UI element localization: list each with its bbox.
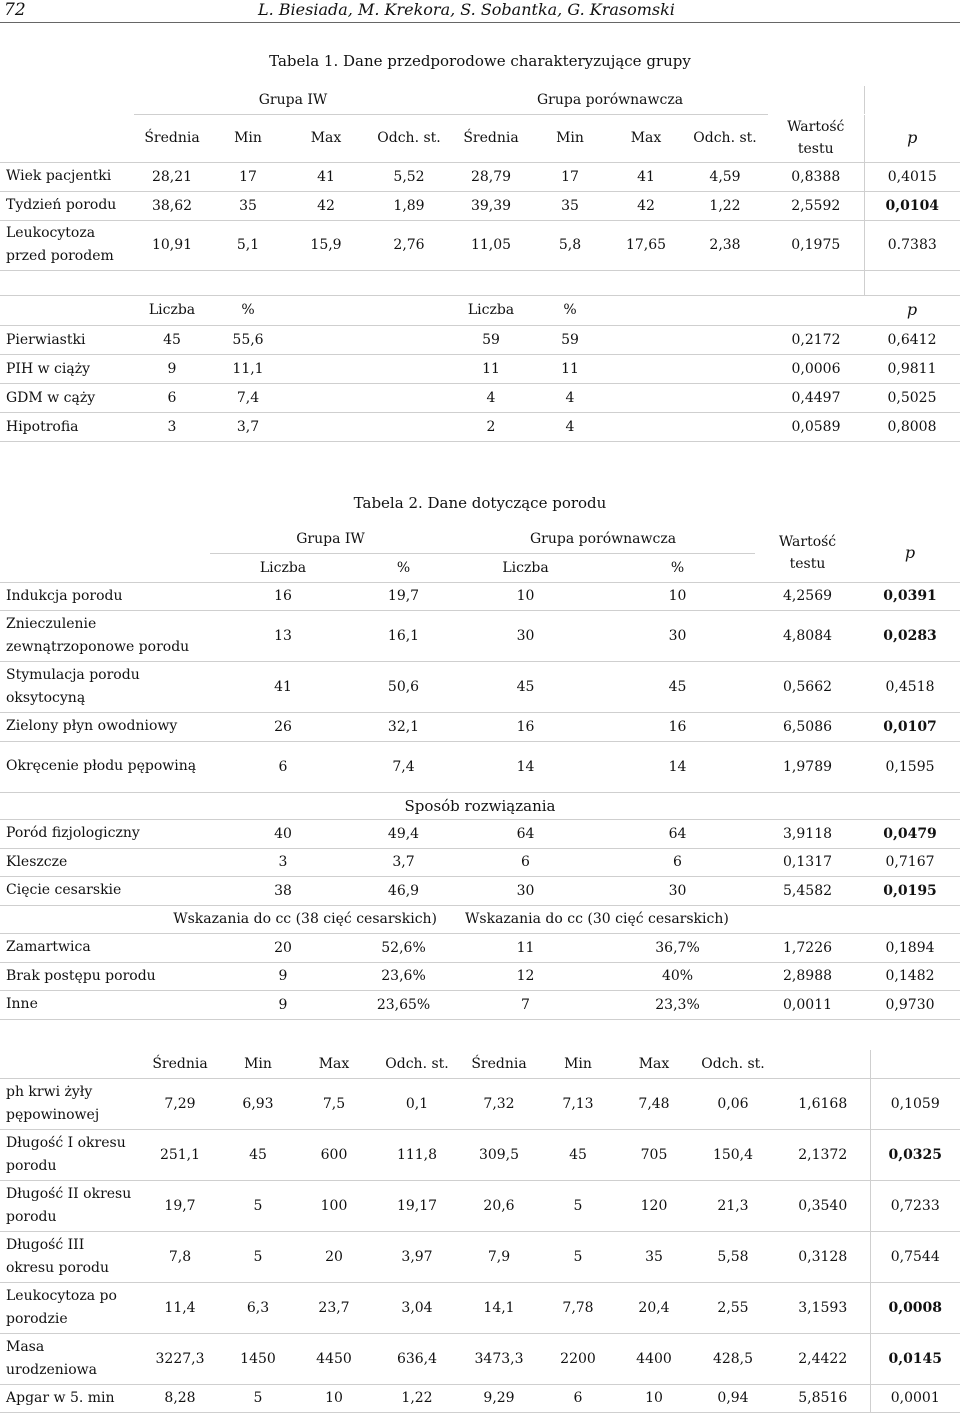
cell: 16 [451, 712, 600, 741]
cell: 0,3128 [776, 1231, 870, 1282]
cell: 2200 [538, 1333, 618, 1384]
p-value: 0,0008 [870, 1282, 960, 1333]
cell: 50,6 [356, 661, 451, 712]
p-value: 0,0145 [870, 1333, 960, 1384]
cell: 5,52 [366, 162, 452, 191]
row-label: Masa urodzeniowa [0, 1333, 138, 1384]
col-header: Max [618, 1050, 690, 1078]
table-row [0, 1384, 960, 1412]
row-label: Poród fizjologiczny [0, 819, 210, 848]
cell: 251,1 [138, 1129, 222, 1180]
table-row [0, 962, 960, 990]
cell: 28,79 [452, 162, 530, 191]
col-header: Średnia [460, 1050, 538, 1078]
cell: 7,4 [356, 741, 451, 792]
cell: 26 [210, 712, 356, 741]
cell: 6 [210, 741, 356, 792]
col-header: Max [610, 114, 682, 162]
table-row [0, 1333, 960, 1384]
cell: 5,1 [210, 220, 286, 270]
table-row [0, 582, 960, 610]
cell: 35 [618, 1231, 690, 1282]
cell: 9 [210, 990, 356, 1019]
p-value: 0,7233 [870, 1180, 960, 1231]
cell: 120 [618, 1180, 690, 1231]
cell: 0,94 [690, 1384, 776, 1412]
cell: 7,13 [538, 1078, 618, 1129]
cell: 30 [451, 876, 600, 905]
p-value: 0,0001 [870, 1384, 960, 1412]
cell: 2 [452, 413, 530, 442]
cell: 4,2569 [755, 582, 860, 610]
table-row [0, 384, 960, 413]
row-label: Hipotrofia [0, 413, 134, 442]
p-value: 0,9730 [860, 990, 960, 1019]
cell: 17 [530, 162, 610, 191]
p-value: 0,0104 [864, 191, 960, 220]
col-header: % [210, 296, 286, 326]
cell: 12 [451, 962, 600, 990]
row-label: Cięcie cesarskie [0, 876, 210, 905]
table1 [0, 86, 960, 442]
cell: 19,17 [374, 1180, 460, 1231]
row-label: Indukcja porodu [0, 582, 210, 610]
cell: 6 [538, 1384, 618, 1412]
cell: 0,4497 [768, 384, 864, 413]
table-row [0, 712, 960, 741]
cell: 41 [210, 661, 356, 712]
cell: 45 [600, 661, 755, 712]
cell: 6 [600, 848, 755, 876]
row-label: Tydzień porodu [0, 191, 134, 220]
cell: 7,32 [460, 1078, 538, 1129]
cell: 3473,3 [460, 1333, 538, 1384]
cell: 5 [538, 1231, 618, 1282]
cell: 0,3540 [776, 1180, 870, 1231]
table1-counts [0, 296, 960, 443]
p-value: 0,1595 [860, 741, 960, 792]
cell: 2,5592 [768, 191, 864, 220]
row-label: PIH w ciąży [0, 355, 134, 384]
cell: 3,04 [374, 1282, 460, 1333]
p-value: 0,0195 [860, 876, 960, 905]
cell: 2,76 [366, 220, 452, 270]
cell: 9 [134, 355, 210, 384]
col-header: Min [222, 1050, 294, 1078]
cell: 2,1372 [776, 1129, 870, 1180]
table-row [0, 326, 960, 355]
cell: 5,8516 [776, 1384, 870, 1412]
page-number: 72 [4, 0, 26, 20]
cell: 6 [134, 384, 210, 413]
cell: 23,3% [600, 990, 755, 1019]
cell: 1450 [222, 1333, 294, 1384]
table1-stats [0, 86, 960, 296]
cell: 28,21 [134, 162, 210, 191]
p-value: 0,1059 [870, 1078, 960, 1129]
cell: 111,8 [374, 1129, 460, 1180]
cell: 8,28 [138, 1384, 222, 1412]
cell: 64 [451, 819, 600, 848]
cell: 23,7 [294, 1282, 374, 1333]
cell: 1,22 [374, 1384, 460, 1412]
table-row [0, 1231, 960, 1282]
running-authors: L. Biesiada, M. Krekora, S. Sobantka, G. Krasomski [258, 0, 675, 19]
cell: 46,9 [356, 876, 451, 905]
cell: 35 [530, 191, 610, 220]
cell: 1,9789 [755, 741, 860, 792]
p-value: 0,7167 [860, 848, 960, 876]
cell: 7,48 [618, 1078, 690, 1129]
p-value: 0,0479 [860, 819, 960, 848]
cell: 4 [452, 384, 530, 413]
cell: 40% [600, 962, 755, 990]
cell: 4450 [294, 1333, 374, 1384]
cell: 38 [210, 876, 356, 905]
p-value: 0,1894 [860, 933, 960, 962]
cell: 41 [610, 162, 682, 191]
cell: 16 [210, 582, 356, 610]
cell: 2,4422 [776, 1333, 870, 1384]
cell: 42 [286, 191, 366, 220]
cell: 16 [600, 712, 755, 741]
col-header: Min [210, 114, 286, 162]
cell: 14,1 [460, 1282, 538, 1333]
page-header [0, 0, 960, 23]
cell: 2,55 [690, 1282, 776, 1333]
cell: 10 [294, 1384, 374, 1412]
table-row [0, 661, 960, 712]
table2-counts [0, 525, 960, 1020]
cell: 23,65% [356, 990, 451, 1019]
cell: 7,8 [138, 1231, 222, 1282]
table-row [0, 819, 960, 848]
cell: 4,8084 [755, 610, 860, 661]
section-title: Sposób rozwiązania [0, 792, 960, 819]
indication-comp-header: Wskazania do cc (30 cięć cesarskich) [451, 905, 755, 933]
table1-caption: Tabela 1. Dane przedporodowe charakteryzujące grupy [269, 52, 691, 70]
cell: 41 [286, 162, 366, 191]
cell: 10 [451, 582, 600, 610]
table-row [0, 1078, 960, 1129]
cell: 10 [600, 582, 755, 610]
table-row [0, 1282, 960, 1333]
table2 [0, 525, 960, 1020]
p-value: 0,0325 [870, 1129, 960, 1180]
table-row [0, 220, 960, 270]
table1-group-comp: Grupa porównawcza [452, 86, 768, 114]
table2-stats-region [0, 1050, 960, 1413]
row-label: Zielony płyn owodniowy [0, 712, 210, 741]
col-header: Min [538, 1050, 618, 1078]
p-value: 0,1482 [860, 962, 960, 990]
cell: 11,05 [452, 220, 530, 270]
cell: 705 [618, 1129, 690, 1180]
cell: 6,5086 [755, 712, 860, 741]
col-header: Odch. st. [366, 114, 452, 162]
cell: 428,5 [690, 1333, 776, 1384]
col-header-test-value: Wartość testu [755, 525, 860, 582]
col-header: Średnia [138, 1050, 222, 1078]
table-row [0, 848, 960, 876]
cell: 20 [210, 933, 356, 962]
row-label: Okręcenie płodu pępowiną [0, 741, 210, 792]
row-label: Stymulacja porodu oksytocyną [0, 661, 210, 712]
table-row [0, 1129, 960, 1180]
col-header: Max [294, 1050, 374, 1078]
cell: 4 [530, 413, 610, 442]
cell: 5,8 [530, 220, 610, 270]
table-row [0, 876, 960, 905]
cell: 11 [452, 355, 530, 384]
cell: 20 [294, 1231, 374, 1282]
col-header: Średnia [134, 114, 210, 162]
cell: 3 [134, 413, 210, 442]
cell: 30 [600, 876, 755, 905]
cell: 20,4 [618, 1282, 690, 1333]
cell: 3,7 [356, 848, 451, 876]
cell: 5 [222, 1231, 294, 1282]
row-label: Znieczulenie zewnątrzoponowe porodu [0, 610, 210, 661]
cell: 49,4 [356, 819, 451, 848]
row-label: Pierwiastki [0, 326, 134, 355]
cell: 23,6% [356, 962, 451, 990]
table2-stat-header-row [0, 1050, 960, 1078]
cell: 11,4 [138, 1282, 222, 1333]
table1-count-header-row [0, 296, 960, 326]
cell: 0,1975 [768, 220, 864, 270]
cell: 64 [600, 819, 755, 848]
cell: 0,06 [690, 1078, 776, 1129]
row-label: Wiek pacjentki [0, 162, 134, 191]
indication-iw-header: Wskazania do cc (38 cięć cesarskich) [0, 905, 451, 933]
p-value: 0,9811 [864, 355, 960, 384]
cell: 11 [451, 933, 600, 962]
cell: 55,6 [210, 326, 286, 355]
cell: 59 [530, 326, 610, 355]
cell: 0,2172 [768, 326, 864, 355]
row-label: ph krwi żyły pępowinowej [0, 1078, 138, 1129]
table2-group-iw: Grupa IW [210, 525, 451, 553]
cell: 7,78 [538, 1282, 618, 1333]
cell: 45 [134, 326, 210, 355]
p-value: 0.7383 [864, 220, 960, 270]
cell: 3 [210, 848, 356, 876]
p-value: 0,8008 [864, 413, 960, 442]
p-value: 0,5025 [864, 384, 960, 413]
table1-group-iw: Grupa IW [134, 86, 452, 114]
row-label: Długość I okresu porodu [0, 1129, 138, 1180]
col-header: Średnia [452, 114, 530, 162]
p-value: 0,7544 [870, 1231, 960, 1282]
cell: 1,7226 [755, 933, 860, 962]
col-header-test-value: Wartość testu [768, 114, 864, 162]
col-header-p: p [864, 114, 960, 162]
cell: 150,4 [690, 1129, 776, 1180]
row-label: GDM w cąży [0, 384, 134, 413]
cell: 9 [210, 962, 356, 990]
col-header: Odch. st. [690, 1050, 776, 1078]
cell: 7,4 [210, 384, 286, 413]
col-header: Liczba [452, 296, 530, 326]
cell: 32,1 [356, 712, 451, 741]
table-row [0, 990, 960, 1019]
col-header: Odch. st. [374, 1050, 460, 1078]
cell: 636,4 [374, 1333, 460, 1384]
cell: 3227,3 [138, 1333, 222, 1384]
p-value: 0,6412 [864, 326, 960, 355]
table-row [0, 191, 960, 220]
cell: 30 [600, 610, 755, 661]
cell: 0,0006 [768, 355, 864, 384]
cell: 7 [451, 990, 600, 1019]
cell: 35 [210, 191, 286, 220]
col-header: Liczba [134, 296, 210, 326]
cell: 11 [530, 355, 610, 384]
cell: 3,97 [374, 1231, 460, 1282]
p-value: 0,0107 [860, 712, 960, 741]
cell: 39,39 [452, 191, 530, 220]
cell: 11,1 [210, 355, 286, 384]
cell: 10,91 [134, 220, 210, 270]
cell: 16,1 [356, 610, 451, 661]
p-value: 0,0283 [860, 610, 960, 661]
cell: 45 [538, 1129, 618, 1180]
cell: 2,8988 [755, 962, 860, 990]
cell: 0,5662 [755, 661, 860, 712]
table-row [0, 741, 960, 792]
cell: 38,62 [134, 191, 210, 220]
row-label: Apgar w 5. min [0, 1384, 138, 1412]
col-header: Liczba [451, 553, 600, 582]
cell: 36,7% [600, 933, 755, 962]
table-row [0, 413, 960, 442]
cell: 45 [451, 661, 600, 712]
table-row [0, 1180, 960, 1231]
cell: 2,38 [682, 220, 768, 270]
table-row [0, 162, 960, 191]
row-label: Długość III okresu porodu [0, 1231, 138, 1282]
col-header: Min [530, 114, 610, 162]
cell: 0,8388 [768, 162, 864, 191]
cell: 5,4582 [755, 876, 860, 905]
col-header-p: p [864, 296, 960, 326]
cell: 30 [451, 610, 600, 661]
row-label: Inne [0, 990, 210, 1019]
cell: 600 [294, 1129, 374, 1180]
cell: 6,3 [222, 1282, 294, 1333]
cell: 6 [451, 848, 600, 876]
col-header: % [600, 553, 755, 582]
cell: 15,9 [286, 220, 366, 270]
cell: 4400 [618, 1333, 690, 1384]
row-label: Leukocytoza przed porodem [0, 220, 134, 270]
table-row [0, 355, 960, 384]
cell: 1,22 [682, 191, 768, 220]
p-value: 0,0391 [860, 582, 960, 610]
cell: 0,0589 [768, 413, 864, 442]
cell: 20,6 [460, 1180, 538, 1231]
col-header: % [530, 296, 610, 326]
cell: 14 [451, 741, 600, 792]
col-header: Odch. st. [682, 114, 768, 162]
table1-stat-header-row [0, 114, 960, 162]
row-label: Długość II okresu porodu [0, 1180, 138, 1231]
cell: 100 [294, 1180, 374, 1231]
cell: 309,5 [460, 1129, 538, 1180]
cell: 59 [452, 326, 530, 355]
row-label: Brak postępu porodu [0, 962, 210, 990]
col-header: % [356, 553, 451, 582]
row-label: Kleszcze [0, 848, 210, 876]
cell: 52,6% [356, 933, 451, 962]
indication-header-row [0, 905, 960, 933]
cell: 7,29 [138, 1078, 222, 1129]
cell: 0,1 [374, 1078, 460, 1129]
cell: 7,9 [460, 1231, 538, 1282]
section-row [0, 792, 960, 819]
cell: 14 [600, 741, 755, 792]
cell: 17 [210, 162, 286, 191]
cell: 5 [222, 1180, 294, 1231]
cell: 19,7 [356, 582, 451, 610]
cell: 40 [210, 819, 356, 848]
cell: 3,1593 [776, 1282, 870, 1333]
cell: 3,9118 [755, 819, 860, 848]
cell: 3,7 [210, 413, 286, 442]
cell: 1,6168 [776, 1078, 870, 1129]
cell: 19,7 [138, 1180, 222, 1231]
col-header: Liczba [210, 553, 356, 582]
p-value: 0,4518 [860, 661, 960, 712]
table2-stats [0, 1050, 960, 1413]
cell: 5 [222, 1384, 294, 1412]
col-header: Max [286, 114, 366, 162]
cell: 5 [538, 1180, 618, 1231]
cell: 10 [618, 1384, 690, 1412]
cell: 4,59 [682, 162, 768, 191]
cell: 21,3 [690, 1180, 776, 1231]
cell: 5,58 [690, 1231, 776, 1282]
cell: 4 [530, 384, 610, 413]
row-label: Zamartwica [0, 933, 210, 962]
cell: 17,65 [610, 220, 682, 270]
table-row [0, 610, 960, 661]
cell: 9,29 [460, 1384, 538, 1412]
cell: 0,1317 [755, 848, 860, 876]
cell: 6,93 [222, 1078, 294, 1129]
table2-group-comp: Grupa porównawcza [451, 525, 755, 553]
cell: 13 [210, 610, 356, 661]
p-value: 0,4015 [864, 162, 960, 191]
table-row [0, 933, 960, 962]
col-header-p: p [860, 525, 960, 582]
cell: 0,0011 [755, 990, 860, 1019]
cell: 45 [222, 1129, 294, 1180]
row-label: Leukocytoza po porodzie [0, 1282, 138, 1333]
cell: 7,5 [294, 1078, 374, 1129]
table2-caption: Tabela 2. Dane dotyczące porodu [353, 494, 607, 512]
cell: 42 [610, 191, 682, 220]
cell: 1,89 [366, 191, 452, 220]
